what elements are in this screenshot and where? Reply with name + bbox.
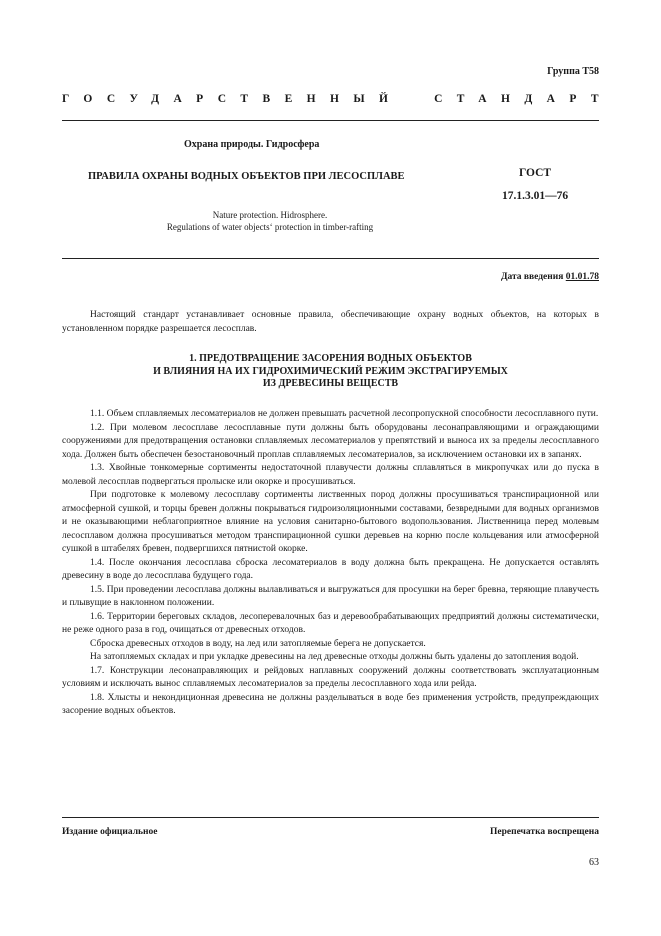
- header-rule: [62, 120, 599, 121]
- state-standard-banner: [62, 93, 613, 105]
- page-number: 63: [589, 857, 599, 868]
- english-title-line1: Nature protection. Hidrosphere.: [212, 210, 328, 220]
- intro-paragraph: Настоящий стандарт устанавливает основные правила, обеспечивающие охрану водных объектов, на которых в установленном порядке разрешается лесосплав.: [62, 310, 599, 334]
- paragraph-1-6-cont-b: На затопляемых складах и при укладке древесины на лед древесные отходы должны быть удалены до затопления водой.: [90, 652, 579, 662]
- paragraph-1-8: 1.8. Хлысты и некондиционная древесина не должны разделываться в воде без применения устройств, предупреждающих засорение водных объектов.: [62, 692, 599, 716]
- effective-date: [501, 272, 599, 282]
- paragraph-1-5: 1.5. При проведении лесосплава должны вылавливаться и выгружаться для просушки на берег бревна, теряющие плавучесть и плывущие в наклонном положении.: [62, 584, 599, 608]
- paragraph-1-1: 1.1. Объем сплавляемых лесоматериалов не должен превышать расчетной лесопропускной способности лесосплавного пути.: [90, 409, 599, 419]
- section-body: [62, 408, 599, 719]
- document-title: ПРАВИЛА ОХРАНЫ ВОДНЫХ ОБЪЕКТОВ ПРИ ЛЕСОСПЛАВЕ: [88, 171, 405, 182]
- paragraph-1-3: 1.3. Хвойные тонкомерные сортименты недостаточной плавучести должны сплавляться в микропучках или до пуска в молевой лесосплав подвергаться пролыске или окорке и просушиваться.: [62, 463, 599, 487]
- paragraph-1-3-cont: При подготовке к молевому лесосплаву сортименты лиственных пород должны просушиваться транспирационной или атмосферной сушкой, и торцы бревен должны покрываться гидроизоляционными составами, безвредными для водных организмов и не оказывающими неблагоприятное влияние на условия санитарно-бытового водопользования. Лиственница перед молевым лесосплавом должна просушиваться методом транспирационной сушки деревьев на корню после кольцевания или атмосферной сушкой в штабелях бревен, подвергшихся пятнистой окорке.: [62, 490, 599, 554]
- section-heading-line2: И ВЛИЯНИЯ НА ИХ ГИДРОХИМИЧЕСКИЙ РЕЖИМ ЭКСТРАГИРУЕМЫХ: [153, 365, 508, 377]
- subject-line: Охрана природы. Гидросфера: [184, 139, 320, 150]
- paragraph-1-6-cont-a: Сброска древесных отходов в воду, на лед или затопляемые берега не допускается.: [90, 638, 426, 649]
- paragraph-1-2: 1.2. При молевом лесосплаве лесосплавные пути должны быть оборудованы лесонаправляющими и ограждающими сооружениями для предотвращения остановки сплавляемых лесоматериалов у препятствий и выноса их за пределы лесосплавного хода. Должен быть обеспечен безостановочный проплав сплавляемых лесоматериалов, за исключением остановки их в запанях.: [62, 422, 599, 460]
- footer-rule: [62, 817, 599, 818]
- gost-number: 17.1.3.01—76: [501, 190, 569, 202]
- date-value: 01.01.78: [565, 272, 599, 282]
- paragraph-1-6: 1.6. Территории береговых складов, лесоперевалочных баз и деревообрабатывающих предприятий должны систематически, не реже одного раза в год, очищаться от древесных отходов.: [62, 611, 599, 635]
- section-heading-line1: 1. ПРЕДОТВРАЩЕНИЕ ЗАСОРЕНИЯ ВОДНЫХ ОБЪЕКТОВ: [189, 353, 472, 364]
- title-rule: [62, 258, 599, 259]
- banner-word-state: ГОСУДАРСТВЕННЫЙ: [62, 93, 403, 105]
- paragraph-1-7: 1.7. Конструкции лесонаправляющих и рейдовых наплавных сооружений должны соответствовать эксплуатационным условиям и исключать вынос сплавляемых лесоматериалов за пределы лесосплавного хода или рейда.: [62, 665, 599, 689]
- section-heading: [62, 353, 599, 391]
- group-label: Группа Т58: [547, 66, 599, 77]
- english-title-line2: Regulations of water objects‘ protection in timber-rafting: [166, 222, 374, 232]
- banner-word-standard: СТАНДАРТ: [434, 93, 613, 105]
- gost-label: ГОСТ: [518, 167, 552, 179]
- reprint-prohibited-label: Перепечатка воспрещена: [489, 827, 599, 837]
- date-label: Дата введения: [500, 272, 564, 282]
- intro-text: [62, 309, 599, 336]
- english-title: [100, 209, 440, 233]
- section-heading-line3: ИЗ ДРЕВЕСИНЫ ВЕЩЕСТВ: [262, 378, 399, 389]
- gost-block: [500, 162, 570, 208]
- paragraph-1-4: 1.4. После окончания лесосплава сброска лесоматериалов в воду должна быть прекращена. Не допускается оставлять древесину в воде до лесосплава будущего года.: [62, 557, 599, 581]
- official-edition-label: Издание официальное: [62, 827, 158, 837]
